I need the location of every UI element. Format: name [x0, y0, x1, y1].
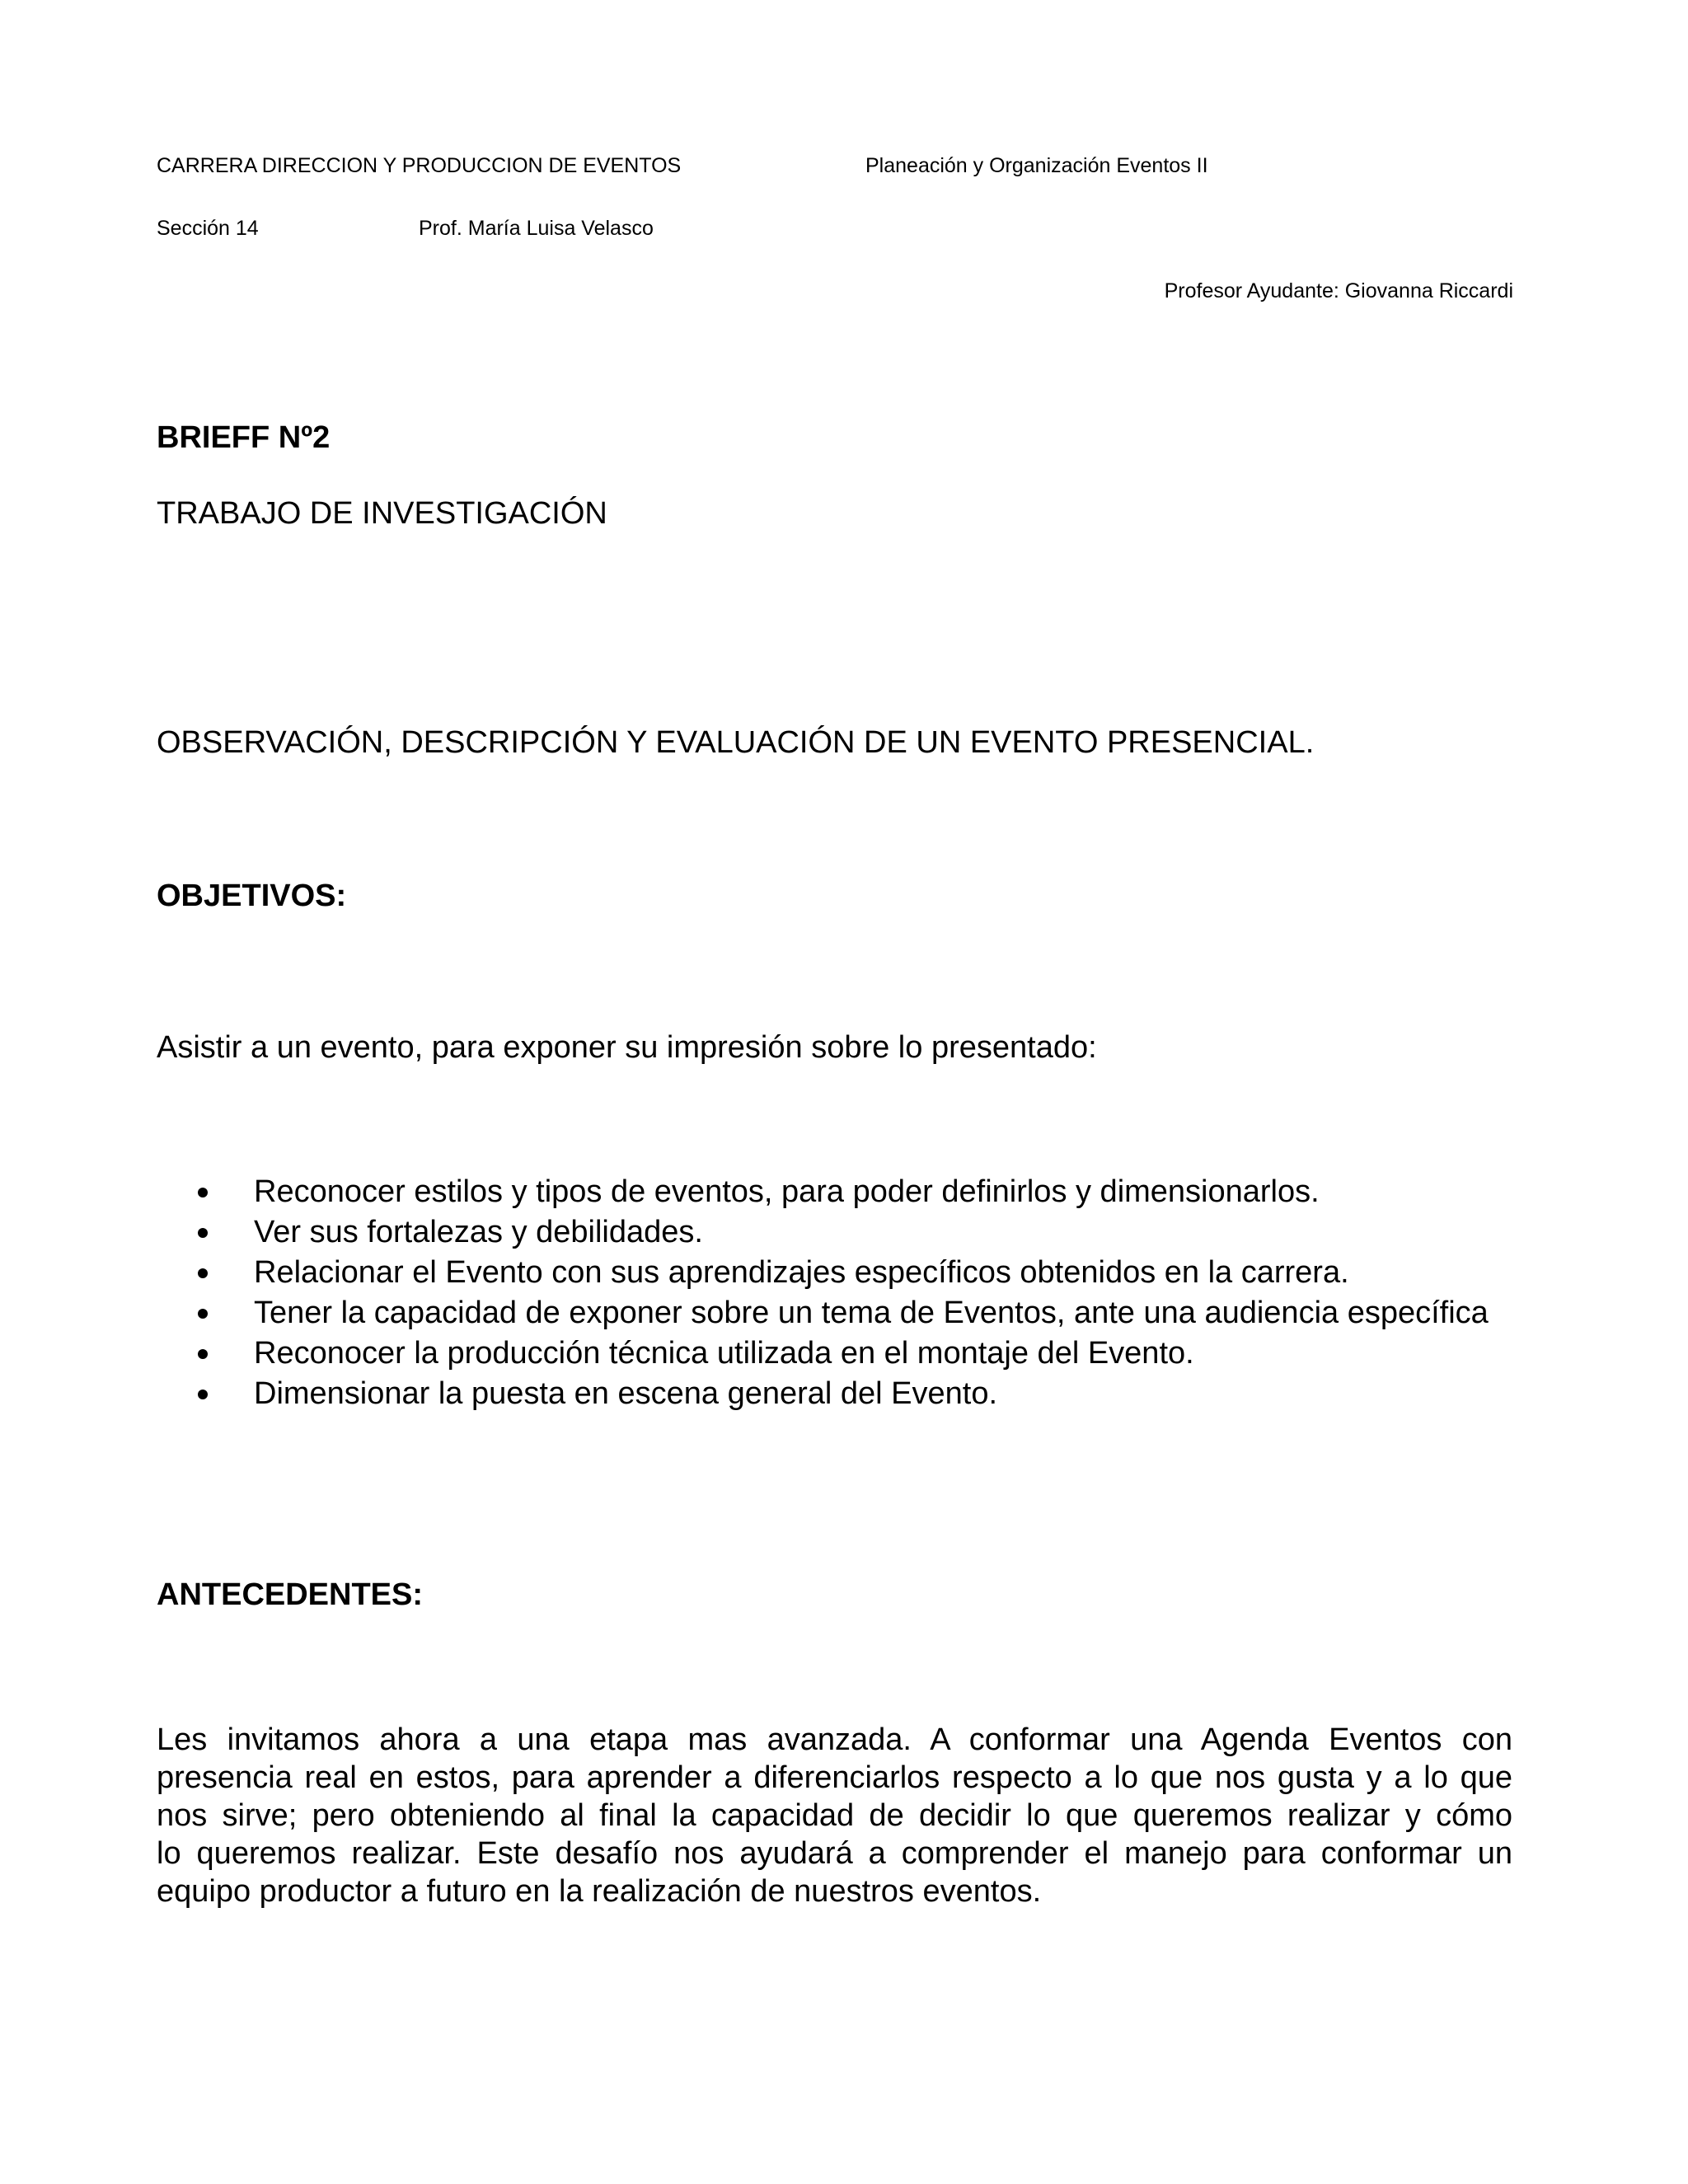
- objective-text: Tener la capacidad de exponer sobre un tema de Eventos, ante una audiencia específica: [254, 1296, 1489, 1330]
- list-item: [198, 1374, 1512, 1414]
- antecedentes-heading: ANTECEDENTES:: [157, 1577, 424, 1612]
- brief-subtitle: TRABAJO DE INVESTIGACIÓN: [157, 496, 607, 531]
- brief-title: BRIEFF Nº2: [157, 420, 331, 455]
- list-item: [198, 1253, 1512, 1293]
- list-item: [198, 1293, 1512, 1333]
- objectives-heading: OBJETIVOS:: [157, 879, 347, 913]
- paragraph-line: equipo productor a futuro en la realización de nuestros eventos.: [157, 1874, 1042, 1909]
- paragraph-line: nos sirve; pero obteniendo al final la capacidad de decidir lo que queremos realizar y cómo: [157, 1798, 1512, 1833]
- bullet-icon: [198, 1309, 208, 1319]
- paragraph-line: presencia real en estos, para aprender a diferenciarlos respecto a lo que nos gusta y a lo que: [157, 1760, 1512, 1795]
- objectives-intro: Asistir a un evento, para exponer su impresión sobre lo presentado:: [157, 1030, 1097, 1065]
- bullet-icon: [198, 1268, 208, 1278]
- objectives-list: [198, 1172, 1512, 1414]
- bullet-icon: [198, 1228, 208, 1238]
- paragraph-line: lo queremos realizar. Este desafío nos ayudará a comprender el manejo para conformar un: [157, 1836, 1512, 1871]
- objective-text: Ver sus fortalezas y debilidades.: [254, 1215, 703, 1249]
- antecedentes-paragraph: [157, 1721, 1512, 1910]
- assistant-professor: Profesor Ayudante: Giovanna Riccardi: [1164, 279, 1513, 302]
- bullet-icon: [198, 1390, 208, 1399]
- objective-text: Dimensionar la puesta en escena general del Evento.: [254, 1376, 998, 1411]
- bullet-icon: [198, 1349, 208, 1359]
- objective-text: Reconocer estilos y tipos de eventos, para poder definirlos y dimensionarlos.: [254, 1174, 1320, 1209]
- objective-text: Relacionar el Evento con sus aprendizajes específicos obtenidos en la carrera.: [254, 1255, 1349, 1290]
- professor-name: Prof. María Luisa Velasco: [419, 217, 654, 240]
- list-item: [198, 1212, 1512, 1253]
- paragraph-line: Les invitamos ahora a una etapa mas avanzada. A conformar una Agenda Eventos con: [157, 1722, 1512, 1757]
- career-name: CARRERA DIRECCION Y PRODUCCION DE EVENTOS: [157, 154, 682, 177]
- section-number: Sección 14: [157, 217, 259, 240]
- bullet-icon: [198, 1188, 208, 1197]
- course-name: Planeación y Organización Eventos II: [865, 154, 1208, 177]
- list-item: [198, 1333, 1512, 1374]
- objective-text: Reconocer la producción técnica utilizada en el montaje del Evento.: [254, 1336, 1194, 1371]
- list-item: [198, 1172, 1512, 1212]
- brief-topic: OBSERVACIÓN, DESCRIPCIÓN Y EVALUACIÓN DE UN EVENTO PRESENCIAL.: [157, 725, 1315, 760]
